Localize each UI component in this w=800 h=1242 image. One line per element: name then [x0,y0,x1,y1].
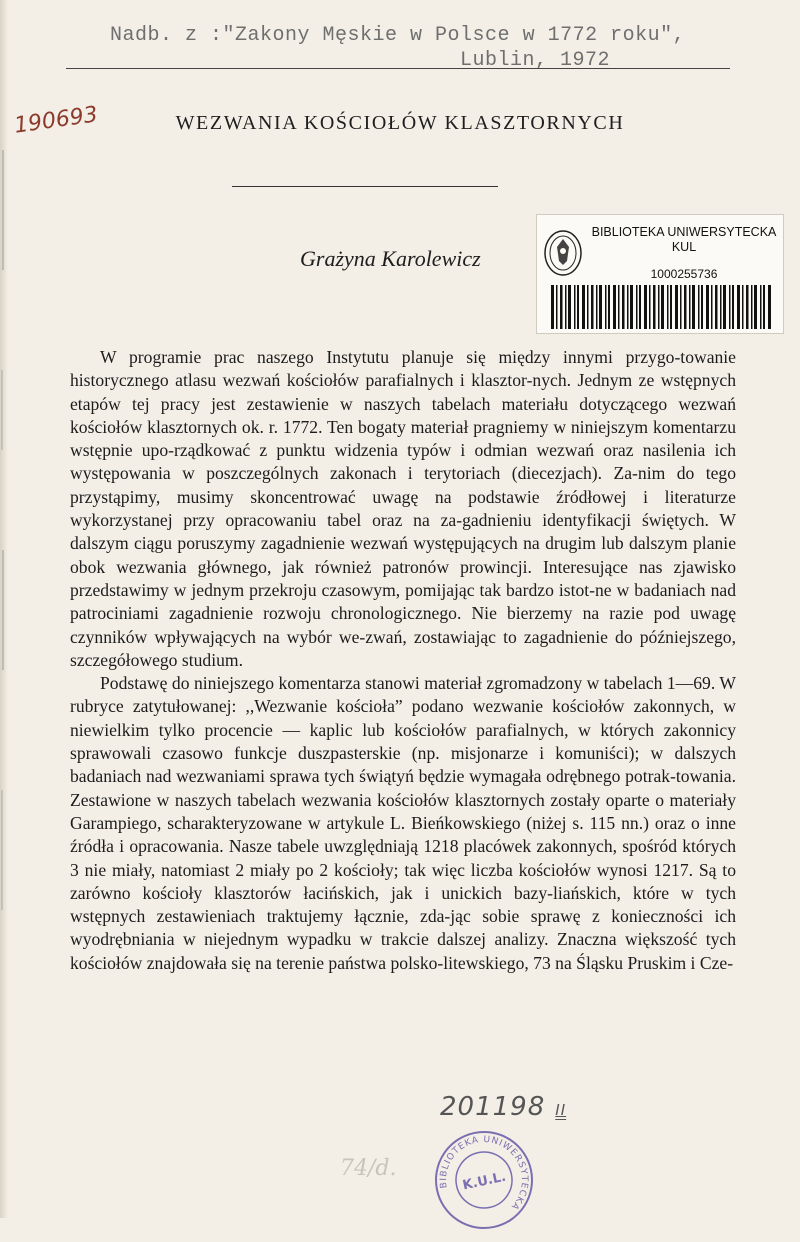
stamp-ring-text: BIBLIOTEKA UNIWERSYTECKA [438,1134,530,1212]
accession-number: 201198 [440,1092,546,1122]
barcode [551,285,771,329]
university-seal-icon [543,229,583,277]
acquisition-note-line2: Lublin, 1972 [459,49,610,72]
library-stamp [422,1118,545,1241]
pencil-note: 74/d. [340,1156,397,1181]
library-name: BIBLIOTEKA UNIWERSYTECKA KUL [591,225,777,254]
body-paragraph-2: Podstawę do niniejszego komentarza stanowi materiał zgromadzony w tabelach 1—69. W rubryce zatytułowanej: ,,Wezwanie kościoła” podano wezwanie kościołów zakonnych, w niewielkim tylko procencie — kaplic lub kościołów parafialnych, w których zakonnicy sprawowali czasowo funkcje duszpasterskie (np. misjonarze i komuniści); w dalszych badaniach nad wezwaniami sprawa tych świątyń będzie wymagała odrębnego potrak-towania. Zestawione w naszych tabelach wezwania kościołów klasztornych zostały oparte o materiały Garampiego, scharakteryzowane w artykule L. Bieńkowskiego (niżej s. 115 nn.) oraz o inne źródła i opracowania. Nasze tabele uwzględniają 1218 placówek zakonnych, spośród których 3 nie miały, natomiast 2 miały po 2 kościoły; tak więc liczba kościołów wynosi 1217. Są to zarówno kościoły klasztorów łacińskich, jak i unickich bazy-liańskich, które w tych wstępnych zestawieniach traktujemy łącznie, zda-jąc sobie sprawę z konieczności ich wyodrębniania w niejednym wypadku w trakcie dalszej analizy. Znaczna większość tych kościołów znajdowała się na terenie państwa polsko-litewskiego, 73 na Śląsku Pruskim i Cze- [70,673,736,973]
library-label [536,214,784,334]
binding-marks [0,150,6,1100]
article-title: WEZWANIA KOŚCIOŁÓW KLASZTORNYCH [175,112,625,134]
handwritten-accession-number [440,1092,566,1122]
body-paragraph-1: W programie prac naszego Instytutu planuje się między innymi przygo-towanie historycznego atlasu wezwań kościołów parafialnych i klasztor-nych. Jednym ze wstępnych etapów tej pracy jest zestawienie w naszych tabelach materiału dotyczącego wezwań kościołów klasztornych ok. r. 1772. Ten bogaty materiał pragniemy w niniejszym komentarzu wstępnie upo-rządkować z punktu widzenia typów i odmian wezwań oraz nasilenia ich występowania w poszczególnych zakonach i terytoriach (diecezjach). Za-nim do tego przystąpimy, musimy skoncentrować uwagę na podstawie źródłowej i literaturze wykorzystanej przy opracowaniu tabel oraz na za-gadnieniu identyfikacji świętych. W dalszym ciągu poruszymy zagadnienie wezwań występujących na drugim lub dalszym planie obok wezwania głównego, jak również patronów prowincji. Interesujące nas zjawisko przedstawimy w jednym przekroju czasowym, pomijając tak bardzo istot-ne w badaniach nad patrociniami zagadnienie rozwoju chronologicznego. Nie bierzemy na razie pod uwagę czynników wpływających na wybór we-zwań, zostawiając to zagadnienie do późniejszego, szczegółowego studium. [70,347,736,670]
acquisition-note [110,24,750,72]
article-body [70,346,736,975]
handwritten-inventory-number: 190693 [12,102,100,139]
stamp-center-text: K.U.L. [461,1169,508,1194]
title-rule [232,186,498,187]
accession-roman-numeral: II [555,1101,567,1119]
article-author: Grażyna Karolewicz [300,246,481,271]
library-barcode-number: 1000255736 [650,267,718,281]
header-rule [66,68,730,69]
acquisition-note-line1: Nadb. z :"Zakony Męskie w Polsce w 1772 roku", [110,24,686,47]
